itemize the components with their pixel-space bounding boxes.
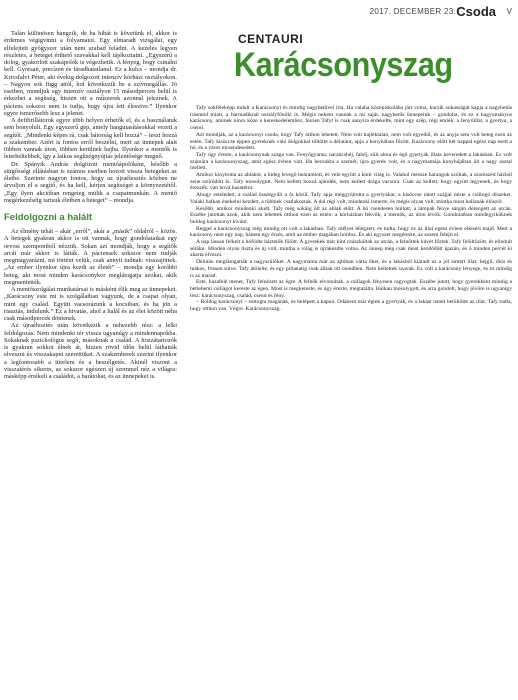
- article-subheading: Feldolgozni a halált: [4, 212, 93, 223]
- article-paragraph: A mentőszolgálat munkatársai is másként élik meg az ünnepeket. „Karácsony este mi is szolgálatban vagyunk, de a csapat olyan, mint egy család. Együtt vacsorázunk a kocsiban, és ha jön a riasztás, indulunk.” Ez a hivatás, ahol a halál és az élet között néha csak másodpercek döntenek.: [4, 286, 177, 322]
- story-paragraph: Este, hazafelé menet, Tafy felnézett az égre. A felhők elvonultak, a csillagok fényesen ragyogtak. Eszébe jutott, hogy gyerekként mindig a betlehemi csillagot kereste az égen. Most is megkereste, és úgy érezte, megtalálta. Halkan mosolygott, és arra gondolt, hogy jövőre is ugyanígy lesz: karácsonyszag, család, csend és fény.: [190, 279, 512, 299]
- story-title: Karácsonyszag: [234, 46, 453, 84]
- left-article-column: [4, 30, 177, 696]
- story-paragraph: Ahogy esteledett, a család összegyűlt a fa körül. Tafy apja meggyújtotta a gyertyákat, a kisöccse tátott szájjal nézte a csillogó díszeket. Valaki halkan énekelni kezdett, a többiek csatlakoztak. A dal régi volt, mindenki ismerte, és mégis olyan volt, mintha most hallanák először.: [190, 192, 512, 205]
- story-body: [190, 105, 512, 313]
- article-paragraph: Az újraélesztés után következik a nehezebb rész: a lelki feldolgozás. Nem mindenki tér vissza ugyanúgy a mindennapokba. Sokaknak pszichológus segít, másoknak a család. A hozzátartozók is gyakran sokkot élnek át, hiszen rövid időn belül láthatták elveszni és visszakapni szerettüket. A szakemberek szerint ilyenkor a legfontosabb a türelem és a beszélgetés. Akinél viszont a visszatérés sikeres, az sokszor egészen új szemmel néz a világra: másképp értékeli a családot, a barátokat, és az ünnepeket is.: [4, 322, 177, 380]
- story-paragraph: Délután meglátogatták a nagyszülőket. A nagymama már az ajtóban várta őket, és a lakásból kiáradt az a jól ismert illat: bejgli, diós és mákos, frissen sütve. Tafy átölelte, és egy pillanatig csak álltak ott csendben. Nem kellettek szavak. Ez volt a karácsony lényege, és ez mindig is az marad.: [190, 259, 512, 279]
- story-paragraph: A nap lassan felkelt a hófödte háztetők fölött. A gyerekek már kint csúszkáltak az utcán, a felnőttek kávét főztek. Tafy felöltözött, és elindult sétálni. Minden olyan tiszta és új volt, mintha a világ is újrakezdte volna. Az ünnep még csak most kezdődött igazán, és ő minden percét ki akarta élvezni.: [190, 239, 512, 259]
- story-column: [190, 30, 512, 696]
- article-paragraph: Talán különösen hangzik, de ha hibát is követünk el, akkor is érdemes végigvinni a folyamatot. Egy elmaradt vizsgálat, egy elfelejtett gyógyszer után nem szabad feladni. A kezelés legyen részletes, a beteget érthető szavakkal kell tájékoztatni. „Egyszerű a dolog, gyakorlott szakápolók is végezhetik. A lényeg, hogy csinálni kell. Gyorsan, precízen és fáradhatatlanul. Ez a kulcs – mondja dr. Kricsfalvi Péter, aki évekig dolgozott intenzív kórházi osztályokon. – Nagyon sok függ attól, hol következik be a szívmegállás. Jó esetben, mondjuk egy intenzív osztályon 15 másodpercen belül is érkezhet a segítség, hiszen ott a műszerek azonnal jeleznek. A páciens sokszor nem is tudja, hogy újra lett élesztve.” Ilyenkor egyre ismerősebb lesz a jelenet.: [4, 30, 177, 117]
- story-paragraph: Azt mondják, az a karácsonyi csoda, hogy Tafy otthon lehetett. Nem volt hajléktalan, nem volt egyedül, és az anyja sem volt beteg ezen az estén. Tafy kisöccse éppen gyereknek való dolgokkal töltötte a délutánt, apja a konyhában főzött. Karácsony előtt két nappal egész nap esett a hó, és a város elcsendesedett.: [190, 131, 512, 152]
- story-paragraph: – Boldog karácsonyt – suttogta magának, és belépett a kapun. Odabent már égtek a gyertyák, és a lakást ismét betöltötte az illat. Tafy tudta, hogy otthon van. Végre. Karácsonyszag.: [190, 299, 512, 313]
- article-paragraph: A defibrillátorok egyre több helyen érhetők el, és a használatuk sem bonyolult. Egy egyszerű gép, amely hangutasításokkal vezeti a segítőt. „Mindenki képes rá, csak bátorság kell hozzá” – teszi hozzá a szakember. Azért is fontos erről beszélni, mert az ünnepek alatt többen vannak úton, többen kerülnek bajba. Ilyenkor a mentők is leterheltebbek, így a laikus segítségnyújtás jelentősége megnő.: [4, 117, 177, 161]
- page-header: [0, 6, 518, 20]
- story-paragraph: Amikor kinyitotta az ablakot, a hideg levegő beáramlott, és vele együtt a kinti világ is. Valahol messze harangok szóltak, a szomszéd házból zene szűrődött ki. Tafy mosolygott. Nem kellett hozzá ajándék, nem kellett drága vacsora. Csak az kellett, hogy együtt legyenek, és hogy érezzék: van hová hazatérni.: [190, 172, 512, 192]
- story-paragraph: Tafy úgy érezte, a karácsonynak szaga van. Fenyőgyanta, narancshéj, fahéj, sült alma és égő gyertyák illata keveredett a lakásban. Ez volt számára a karácsonyszag, amit egész évben várt. Ha becsukta a szemét, újra gyerek volt, és a nagymamája konyhájában ült a nagy asztal mellett.: [190, 151, 512, 172]
- issue-date: 2017. DECEMBER 23.: [369, 7, 456, 16]
- section-brand: Csoda: [456, 4, 496, 19]
- story-paragraph: Később, amikor mindenki aludt, Tafy még sokáig ült az ablak előtt. A hó csendesen hullott, a lámpák fénye sárgán derengett az utcán. Eszébe jutottak azok, akik nem lehettek otthon ezen az estén: a kórházban fekvők, a mentők, az úton lévők. Gondolatban mindegyiküknek boldog karácsonyt kívánt.: [190, 205, 512, 225]
- story-author: CENTAURI: [238, 32, 304, 46]
- article-paragraph: Az élmény tehát – akár „erről”, akár a „másik” oldalról – közös. A betegek gyakran akkor is ott vannak, hogy gondolataikat egy orvosi szempontból nézzük. Sokan azt mondják, hogy a segítők arcát már akkor is látták. A páciensek sokszor nem tudják megmagyarázni, mi történt velük, csak annyit tudnak: visszajöttek. „Az ember ilyenkor újra kezdi az életét” – mondja egy korábbi beteg, aki most minden karácsonykor meglátogatja azokat, akik megmentették.: [4, 228, 177, 286]
- page-number: V: [506, 7, 512, 16]
- article-paragraph: Dr. Spányik András dolgozott mentőápolóként, később a sürgősségi ellátásban is számos esetben hozott vissza betegeket az életbe. Szerinte nagyon fontos, hogy az újraélesztés közben ne árvuljon el a segítő, és ha kell, kérjen segítséget a környezetétől. „Egy ilyen akcióban rengeteg múlik a csapatmunkán. A mentő megérkezéséig tartsuk életben a beteget” – mondja.: [4, 160, 177, 204]
- story-paragraph: Reggel a karácsonyszag még mindig ott volt a lakásban. Tafy mélyet lélegzett, és tudta, hogy ez az illat egész évben elkíséri majd. Mert a karácsony nem egy nap, hanem egy érzés, amit az ember magában hordoz. És aki egyszer megérezte, az sosem felejti el.: [190, 225, 512, 239]
- story-paragraph: Tafy sokféleképp indult a Karácsonyt és mindig nagybetűvel írta. Ha valaha középiskolába járt volna, kurzik sokasságát kapja a nagybetűs írásmód miatt, a harmadiknál osztályfőnöki is. Mégis nekem vannak a mi saját, nagybetűs ünnepeink – gondolta, és ez a hagyományos karácsony, aminek nincs köze a kereskedelemhez, hiszen Tafyt is csak annyira érdekelte, mint egy szép, régi emlék: a fenyőillat, a gyertya, a csend.: [190, 105, 512, 132]
